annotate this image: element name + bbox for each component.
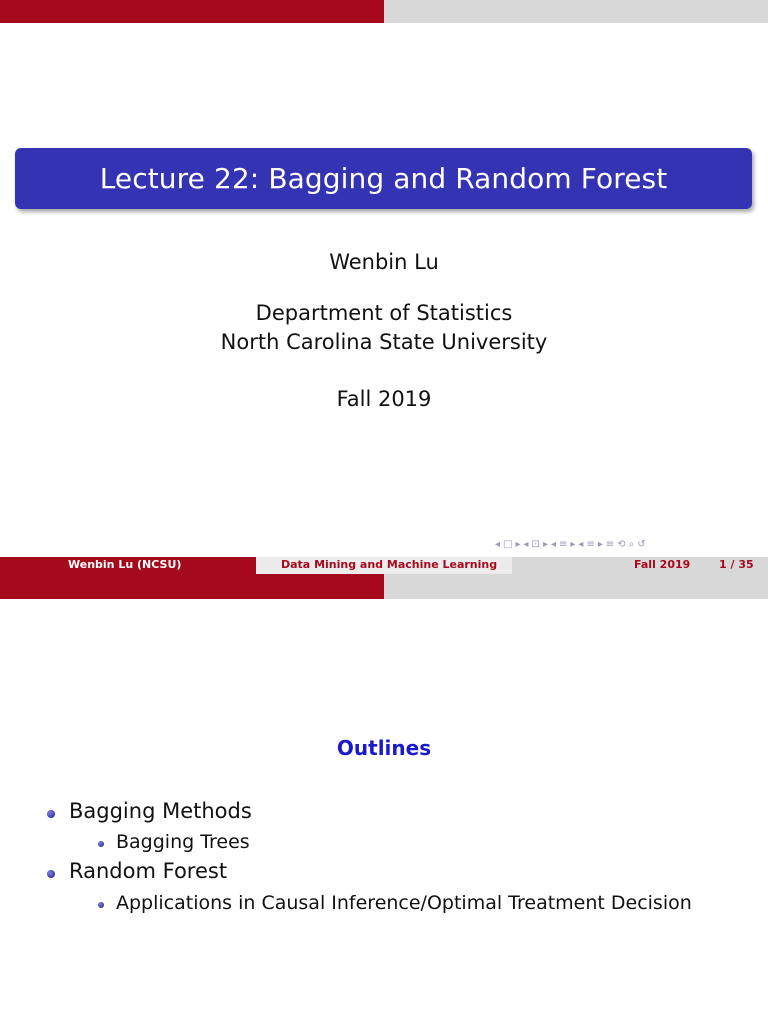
outline-subitem-bagging-trees: Bagging Trees [116, 831, 250, 853]
nav-appendix-icon[interactable]: ≡ [605, 538, 615, 550]
sub-bullet-icon [98, 841, 104, 847]
nav-next-document-icon[interactable]: ▸ [597, 538, 603, 550]
department: Department of Statistics [255, 301, 513, 325]
outline-subitem-applications: Applications in Causal Inference/Optimal Treatment Decision [116, 892, 692, 914]
nav-forward-icon[interactable]: ↺ [637, 538, 646, 550]
sub-bullet-icon [98, 902, 104, 908]
nav-search-icon[interactable]: ⌕ [628, 538, 635, 550]
nav-prev-frame-icon[interactable]: ◂ [495, 538, 501, 550]
footer-author: Wenbin Lu (NCSU) [68, 558, 182, 571]
header-bar-left [0, 0, 384, 23]
nav-next-frame-icon[interactable]: ▸ [515, 538, 521, 550]
slide-title: Lecture 22: Bagging and Random Forest [99, 162, 668, 195]
nav-prev-section-icon[interactable]: ◂ [550, 538, 556, 550]
bullet-icon [47, 810, 55, 818]
header-bar-right [384, 0, 768, 23]
beamer-navigation[interactable] [495, 536, 765, 552]
nav-section-icon[interactable]: ≡ [559, 538, 568, 550]
nav-prev-subsection-icon[interactable]: ◂ [523, 538, 529, 550]
nav-back-icon[interactable]: ⟲ [617, 538, 626, 550]
university: North Carolina State University [220, 330, 548, 354]
outline-heading: Outlines [336, 736, 432, 760]
term: Fall 2019 [336, 387, 432, 411]
footer-page-number: 1 / 35 [719, 558, 754, 571]
title-box [15, 148, 752, 209]
bullet-icon [47, 870, 55, 878]
outline-item-bagging-methods: Bagging Methods [69, 799, 252, 823]
nav-subsection-icon[interactable]: ⊡ [531, 538, 540, 550]
author-name: Wenbin Lu [329, 250, 439, 274]
footer-course: Data Mining and Machine Learning [281, 558, 498, 571]
footer-bar [0, 557, 768, 599]
nav-next-section-icon[interactable]: ▸ [570, 538, 576, 550]
nav-document-icon[interactable]: ≡ [586, 538, 595, 550]
outline-item-random-forest: Random Forest [69, 859, 228, 883]
nav-prev-document-icon[interactable]: ◂ [578, 538, 584, 550]
footer-date: Fall 2019 [634, 558, 691, 571]
nav-next-subsection-icon[interactable]: ▸ [542, 538, 548, 550]
nav-frame-icon[interactable]: □ [503, 538, 513, 550]
